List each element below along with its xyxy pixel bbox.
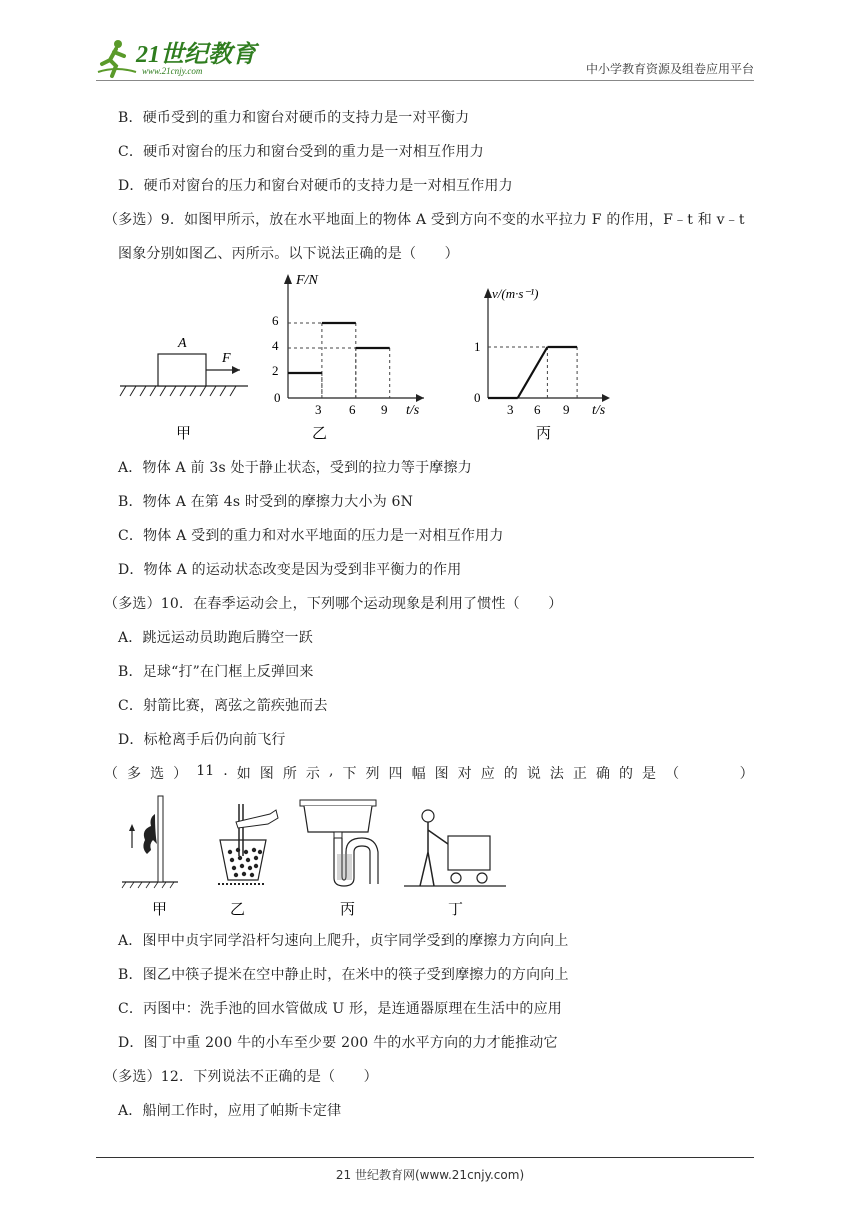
caption-jia: 甲	[176, 426, 192, 442]
q11-stem-char: 多	[127, 766, 142, 782]
vt-x-arrow-icon	[602, 394, 610, 402]
q11-stem-char: 如	[236, 766, 251, 782]
q11-stem-char: 列	[365, 766, 380, 782]
q11-stem-char: ）	[739, 766, 754, 782]
q11-stem-char: .	[223, 763, 228, 779]
site-logo	[96, 36, 266, 80]
vt-xlabel: t/s	[592, 403, 606, 418]
chopstick-rice-illustration	[218, 804, 278, 884]
vt-ylabel: v/(m·s⁻¹)	[492, 286, 539, 301]
q11-stem-char: 说	[526, 766, 542, 782]
q11-stem-char: 正	[572, 766, 588, 782]
footer-text: 21 世纪教育网(www.21cnjy.com)	[335, 1168, 525, 1182]
q9-option-b: B．物体 A 在第 4s 时受到的摩擦力大小为 6N	[118, 494, 414, 510]
vt-ytick-1: 1	[474, 339, 481, 354]
q11-caption-yi: 乙	[230, 902, 246, 916]
q11-stem-char: （	[104, 766, 119, 782]
q11-option-a: A．图甲中贞宇同学沿杆匀速向上爬升，贞宇同学受到的摩擦力方向向上	[118, 933, 569, 949]
q9-option-d: D．物体 A 的运动状态改变是因为受到非平衡力的作用	[118, 562, 462, 578]
q11-caption-ding: 丁	[448, 902, 464, 916]
q11-stem-char: 四	[388, 766, 403, 782]
ft-ytick-2: 2	[272, 363, 279, 378]
q11-caption-bing: 丙	[340, 902, 356, 916]
runner-icon	[98, 40, 136, 76]
caption-yi: 乙	[312, 426, 328, 442]
q11-stem-char: 是	[642, 766, 657, 782]
q11-stem-char: 所	[282, 766, 298, 782]
q9-chart-ft	[268, 266, 438, 446]
q9-figure-jia	[118, 326, 250, 448]
ft-ytick-4: 4	[272, 338, 279, 353]
vt-xtick-6: 6	[534, 402, 541, 417]
q9-option-a: A．物体 A 前 3s 处于静止状态，受到的拉力等于摩擦力	[118, 460, 472, 476]
q11-stem-char: 11	[196, 763, 215, 779]
footer-divider	[96, 1157, 754, 1158]
logo-text: 21世纪教育	[136, 42, 256, 68]
q12-option-a: A．船闸工作时，应用了帕斯卡定律	[118, 1103, 342, 1119]
q10-option-a: A．跳远运动员助跑后腾空一跃	[118, 630, 313, 646]
q11-stem-char: 图	[434, 766, 449, 782]
q11-stem-char: ）	[173, 766, 188, 782]
ft-xtick-9: 9	[381, 402, 388, 417]
q11-stem	[104, 763, 754, 783]
q8-option-d: D．硬币对窗台的压力和窗台对硬币的支持力是一对相互作用力	[118, 178, 513, 194]
ft-ylabel: F/N	[296, 273, 318, 288]
q11-option-c: C．丙图中：洗手池的回水管做成 U 形，是连通器原理在生活中的应用	[118, 1001, 563, 1017]
q11-stem-char: 图	[259, 766, 274, 782]
q11-stem-char: 的	[619, 766, 634, 782]
q8-option-c: C．硬币对窗台的压力和窗台受到的重力是一对相互作用力	[118, 144, 484, 160]
vt-y-arrow-icon	[484, 288, 492, 298]
q11-stem-char	[688, 763, 731, 783]
q9-stem-line1: （多选）9．如图甲所示，放在水平地面上的物体 A 受到方向不变的水平拉力 F 的作用，F﹣t 和 v﹣t	[104, 212, 745, 228]
q12-stem: （多选）12．下列说法不正确的是（ ）	[104, 1069, 378, 1085]
q9-chart-vt	[468, 282, 620, 446]
q11-stem-char: 法	[549, 766, 565, 782]
ft-x-arrow-icon	[416, 394, 424, 402]
ft-xtick-3: 3	[315, 402, 322, 417]
vt-data-segment	[518, 347, 548, 398]
vt-xtick-3: 3	[507, 402, 514, 417]
q10-option-b: B．足球“打”在门框上反弹回来	[118, 664, 314, 680]
q11-stem-char: 对	[457, 766, 472, 782]
q11-stem-char: ,	[328, 763, 334, 779]
caption-bing: 丙	[536, 426, 552, 442]
header-platform-text: 中小学教育资源及组卷应用平台	[585, 62, 754, 76]
q11-stem-char: 应	[480, 766, 495, 782]
q11-caption-jia: 甲	[152, 902, 168, 916]
block-a	[158, 354, 206, 386]
q10-option-c: C．射箭比赛，离弦之箭疾弛而去	[118, 698, 328, 714]
logo-url: www.21cnjy.com	[142, 66, 203, 76]
up-arrow-icon	[129, 824, 135, 831]
q11-stem-char: 确	[595, 766, 611, 782]
q9-option-c: C．物体 A 受到的重力和对水平地面的压力是一对相互作用力	[118, 528, 504, 544]
q11-stem-char: （	[665, 766, 680, 782]
q11-option-d: D．图丁中重 200 牛的小车至少要 200 牛的水平方向的力才能推动它	[118, 1035, 558, 1051]
ft-y-arrow-icon	[284, 274, 292, 284]
q11-option-b: B．图乙中筷子提米在空中静止时，在米中的筷子受到摩擦力的方向向上	[118, 967, 569, 983]
force-label: F	[222, 351, 231, 366]
ft-xtick-6: 6	[349, 402, 356, 417]
person-cart-illustration	[404, 810, 506, 886]
q9-stem-line2: 图象分别如图乙、丙所示。以下说法正确的是（ ）	[118, 246, 459, 262]
force-arrow-icon	[232, 366, 240, 374]
q11-stem-char: 示	[305, 766, 321, 782]
q11-figures	[118, 794, 518, 916]
q8-option-b: B．硬币受到的重力和窗台对硬币的支持力是一对平衡力	[118, 110, 470, 126]
q11-stem-char: 的	[503, 766, 518, 782]
ft-ytick-6: 6	[272, 313, 279, 328]
vt-xtick-9: 9	[563, 402, 570, 417]
q11-stem-char: 幅	[411, 766, 426, 782]
ft-xlabel: t/s	[406, 403, 420, 418]
q10-option-d: D．标枪离手后仍向前飞行	[118, 732, 286, 748]
ft-ytick-0: 0	[274, 390, 281, 405]
block-label: A	[178, 336, 187, 351]
climber-pole-illustration	[122, 796, 178, 888]
header-divider	[96, 80, 754, 81]
q10-stem: （多选）10．在春季运动会上，下列哪个运动现象是利用了惯性（ ）	[104, 596, 563, 612]
sink-u-trap-illustration	[300, 800, 378, 886]
q11-stem-char: 选	[150, 766, 165, 782]
vt-ytick-0: 0	[474, 390, 481, 405]
q11-stem-char: 下	[342, 766, 357, 782]
